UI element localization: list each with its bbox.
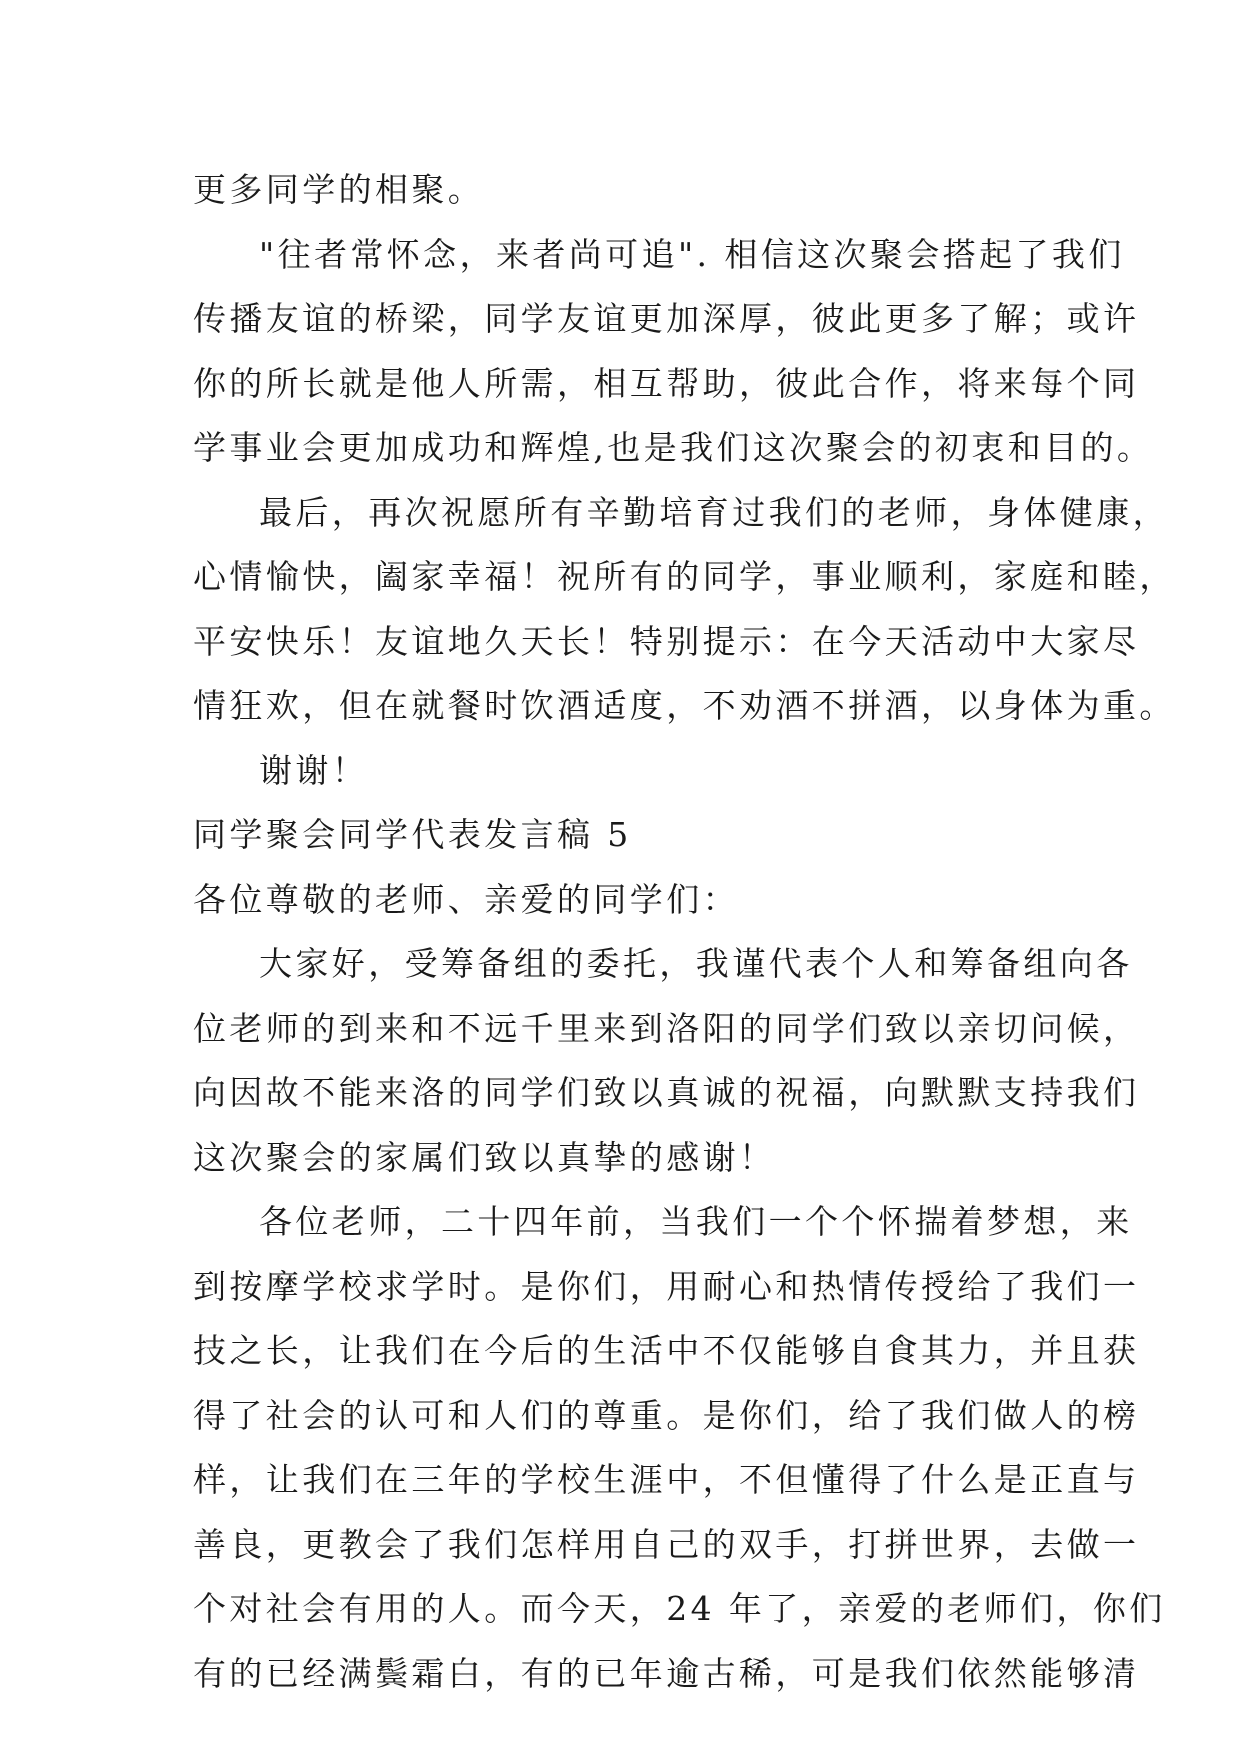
text-line: 到按摩学校求学时。是你们，用耐心和热情传授给了我们一 [193,1266,1140,1306]
text-line: 有的已经满鬓霜白，有的已年逾古稀，可是我们依然能够清 [193,1653,1140,1693]
text-line: 各位老师，二十四年前，当我们一个个怀揣着梦想，来 [259,1202,1133,1241]
text-line: 善良，更教会了我们怎样用自己的双手，打拼世界，去做一 [193,1524,1140,1564]
text-line: 大家好，受筹备组的委托，我谨代表个人和筹备组向各 [259,944,1133,983]
text-line: 得了社会的认可和人们的尊重。是你们，给了我们做人的榜 [193,1395,1140,1435]
text-line: 情狂欢，但在就餐时饮酒适度，不劝酒不拼酒，以身体为重。 [193,686,1176,725]
text-line: 谢谢！ [259,750,369,790]
text-line: "往者常怀念，来者尚可追". 相信这次聚会搭起了我们 [259,234,1125,274]
text-line: 这次聚会的家属们致以真挚的感谢！ [193,1137,776,1177]
document-body [193,158,1176,1706]
text-line: 学事业会更加成功和辉煌,也是我们这次聚会的初衷和目的。 [193,428,1154,467]
text-line: 样，让我们在三年的学校生涯中，不但懂得了什么是正直与 [193,1460,1140,1499]
salutation: 各位尊敬的老师、亲爱的同学们： [193,879,739,919]
text-line: 传播友谊的桥梁，同学友谊更加深厚，彼此更多了解；或许 [193,299,1140,338]
text-line: 更多同学的相聚。 [193,170,485,209]
text-line: 平安快乐！友谊地久天长！特别提示：在今天活动中大家尽 [193,621,1140,661]
text-line: 心情愉快，阖家幸福！祝所有的同学，事业顺利，家庭和睦， [193,557,1176,596]
text-line: 你的所长就是他人所需，相互帮助，彼此合作，将来每个同 [193,363,1140,403]
text-line: 个对社会有用的人。而今天，24 年了，亲爱的老师们，你们 [193,1589,1166,1628]
text-line: 技之长，让我们在今后的生活中不仅能够自食其力，并且获 [193,1331,1140,1370]
text-line: 位老师的到来和不远千里来到洛阳的同学们致以亲切问候， [193,1008,1140,1048]
text-line: 向因故不能来洛的同学们致以真诚的祝福，向默默支持我们 [193,1073,1140,1112]
text-line: 最后，再次祝愿所有辛勤培育过我们的老师，身体健康， [259,492,1169,532]
section-heading: 同学聚会同学代表发言稿 5 [193,815,632,854]
